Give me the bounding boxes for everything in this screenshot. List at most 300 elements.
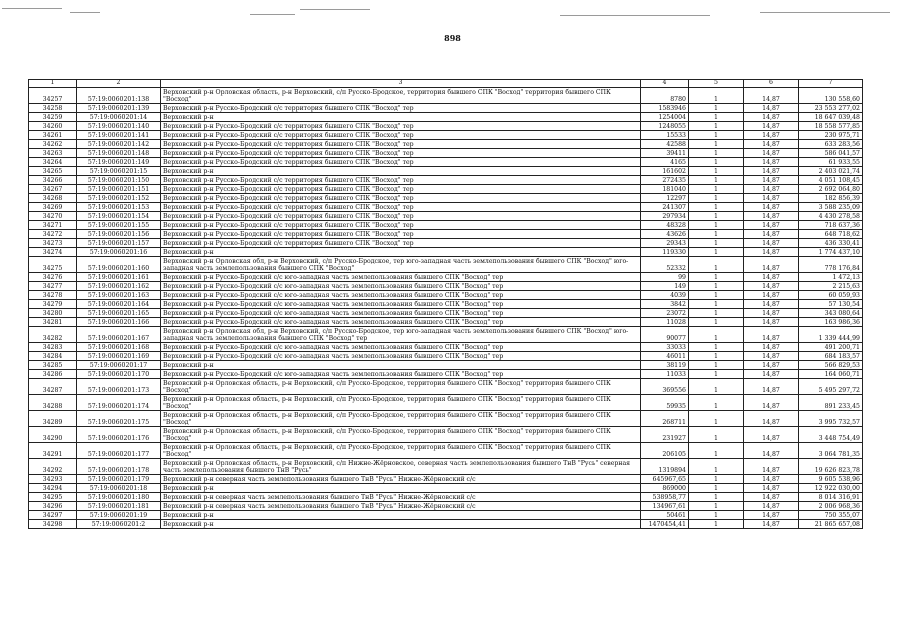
rate-cell: 14,87 — [744, 309, 799, 318]
count-cell: 1 — [689, 352, 744, 361]
location-description-cell: Верховский р-н Русско-Бродский с/с территория бывшего СПК "Восход" тер — [161, 203, 641, 212]
location-description-cell: Верховский р-н северная часть землепользования бывшего ТнВ "Русь" Нижне-Жёрновский с/с — [161, 475, 641, 484]
area-cell: 869000 — [641, 484, 689, 493]
count-cell: 1 — [689, 520, 744, 529]
rate-cell: 14,87 — [744, 122, 799, 131]
rate-cell: 14,87 — [744, 158, 799, 167]
cadastral-value-cell: 648 718,62 — [799, 230, 863, 239]
row-number-cell: 34286 — [29, 370, 77, 379]
location-description-cell: Верховский р-н Русско-Бродский с/с юго-западная часть землепользования бывшего СПК "Восход" тер — [161, 300, 641, 309]
cadastral-value-cell: 3 588 235,09 — [799, 203, 863, 212]
area-cell: 39411 — [641, 149, 689, 158]
cadastral-number-cell: 57:19:0060201:149 — [77, 158, 161, 167]
row-number-cell: 34268 — [29, 194, 77, 203]
count-cell: 1 — [689, 395, 744, 411]
cadastral-number-cell: 57:19:0060201:141 — [77, 131, 161, 140]
cadastral-number-cell: 57:19:0060201:178 — [77, 459, 161, 475]
table-row — [29, 443, 863, 459]
count-cell: 1 — [689, 203, 744, 212]
cadastral-value-cell: 1 472,13 — [799, 273, 863, 282]
row-number-cell: 34289 — [29, 411, 77, 427]
count-cell: 1 — [689, 427, 744, 443]
cadastral-value-cell: 21 865 657,08 — [799, 520, 863, 529]
row-number-cell: 34271 — [29, 221, 77, 230]
table-row — [29, 318, 863, 327]
table-row — [29, 248, 863, 257]
row-number-cell: 34258 — [29, 104, 77, 113]
location-description-cell: Верховский р-н Русско-Бродский с/с юго-западная часть землепользования бывшего СПК "Восход" тер — [161, 370, 641, 379]
table-row — [29, 185, 863, 194]
cadastral-number-cell: 57:19:0060201:160 — [77, 257, 161, 273]
row-number-cell: 34273 — [29, 239, 77, 248]
cadastral-value-cell: 19 626 823,78 — [799, 459, 863, 475]
rate-cell: 14,87 — [744, 493, 799, 502]
cadastral-number-cell: 57:19:0060201:151 — [77, 185, 161, 194]
cadastral-value-cell: 61 933,55 — [799, 158, 863, 167]
area-cell: 4039 — [641, 291, 689, 300]
rate-cell: 14,87 — [744, 459, 799, 475]
cadastral-value-cell: 718 637,36 — [799, 221, 863, 230]
count-cell: 1 — [689, 484, 744, 493]
rate-cell: 14,87 — [744, 502, 799, 511]
location-description-cell: Верховский р-н Орловская обл, р-н Верховский, с/п Русско-Бродское, тер юго-западная часть землепользования бывшего СПК "Восход" юго-западная часть землепользования бывшего СПК "Восход" — [161, 257, 641, 273]
rate-cell: 14,87 — [744, 318, 799, 327]
table-row — [29, 493, 863, 502]
count-cell: 1 — [689, 502, 744, 511]
location-description-cell: Верховский р-н Русско-Бродский с/с территория бывшего СПК "Восход" тер — [161, 140, 641, 149]
cadastral-value-cell: 182 856,39 — [799, 194, 863, 203]
rate-cell: 14,87 — [744, 343, 799, 352]
count-cell: 1 — [689, 300, 744, 309]
cadastral-number-cell: 57:19:0060201:170 — [77, 370, 161, 379]
rate-cell: 14,87 — [744, 149, 799, 158]
location-description-cell: Верховский р-н Русско-Бродский с/с территория бывшего СПК "Восход" тер — [161, 122, 641, 131]
area-cell: 52332 — [641, 257, 689, 273]
area-cell: 11033 — [641, 370, 689, 379]
location-description-cell: Верховский р-н Русско-Бродский с/с территория бывшего СПК "Восход" тер — [161, 104, 641, 113]
row-number-cell: 34291 — [29, 443, 77, 459]
rate-cell: 14,87 — [744, 88, 799, 104]
cadastral-value-cell: 230 975,71 — [799, 131, 863, 140]
rate-cell: 14,87 — [744, 104, 799, 113]
cadastral-number-cell: 57:19:0060201:181 — [77, 502, 161, 511]
area-cell: 272435 — [641, 176, 689, 185]
row-number-cell: 34264 — [29, 158, 77, 167]
table-row — [29, 158, 863, 167]
row-number-cell: 34293 — [29, 475, 77, 484]
area-cell: 149 — [641, 282, 689, 291]
row-number-cell: 34259 — [29, 113, 77, 122]
cadastral-value-cell: 2 215,63 — [799, 282, 863, 291]
location-description-cell: Верховский р-н Русско-Бродский с/с юго-западная часть землепользования бывшего СПК "Восход" тер — [161, 352, 641, 361]
rate-cell: 14,87 — [744, 185, 799, 194]
column-header: 6 — [744, 80, 799, 88]
table-body — [29, 88, 863, 529]
cadastral-value-cell: 60 059,93 — [799, 291, 863, 300]
row-number-cell: 34276 — [29, 273, 77, 282]
area-cell: 23072 — [641, 309, 689, 318]
row-number-cell: 34285 — [29, 361, 77, 370]
cadastral-number-cell: 57:19:0060201:167 — [77, 327, 161, 343]
cadastral-number-cell: 57:19:0060201:169 — [77, 352, 161, 361]
table-row — [29, 167, 863, 176]
table-row — [29, 230, 863, 239]
cadastral-number-cell: 57:19:0060201:174 — [77, 395, 161, 411]
cadastral-number-cell: 57:19:0060201:139 — [77, 104, 161, 113]
page-number: 898 — [444, 33, 461, 43]
cadastral-number-cell: 57:19:0060201:156 — [77, 230, 161, 239]
cadastral-value-cell: 164 060,71 — [799, 370, 863, 379]
row-number-cell: 34283 — [29, 343, 77, 352]
cadastral-value-cell: 2 006 968,36 — [799, 502, 863, 511]
cadastral-number-cell: 57:19:0060201:176 — [77, 427, 161, 443]
location-description-cell: Верховский р-н Орловская область, р-н Верховский, с/п Русско-Бродское, территория бывшего СПК "Восход" территория бывшего СПК "Восход" — [161, 395, 641, 411]
rate-cell: 14,87 — [744, 194, 799, 203]
cadastral-value-cell: 436 330,41 — [799, 239, 863, 248]
count-cell: 1 — [689, 318, 744, 327]
cadastral-value-cell: 9 605 538,96 — [799, 475, 863, 484]
row-number-cell: 34294 — [29, 484, 77, 493]
row-number-cell: 34275 — [29, 257, 77, 273]
row-number-cell: 34281 — [29, 318, 77, 327]
table-row — [29, 361, 863, 370]
cadastral-number-cell: 57:19:0060201:152 — [77, 194, 161, 203]
location-description-cell: Верховский р-н Русско-Бродский с/с территория бывшего СПК "Восход" тер — [161, 194, 641, 203]
cadastral-number-cell: 57:19:0060201:164 — [77, 300, 161, 309]
column-header: 3 — [161, 80, 641, 88]
row-number-cell: 34279 — [29, 300, 77, 309]
rate-cell: 14,87 — [744, 131, 799, 140]
location-description-cell: Верховский р-н Орловская область, р-н Верховский, с/п Русско-Бродское, территория бывшего СПК "Восход" территория бывшего СПК "Восход" — [161, 427, 641, 443]
cadastral-number-cell: 57:19:0060201:166 — [77, 318, 161, 327]
cadastral-number-cell: 57:19:0060201:175 — [77, 411, 161, 427]
count-cell: 1 — [689, 459, 744, 475]
location-description-cell: Верховский р-н Орловская область, р-н Верховский, с/п Русско-Бродское, территория бывшего СПК "Восход" территория бывшего СПК "Восход" — [161, 411, 641, 427]
count-cell: 1 — [689, 158, 744, 167]
count-cell: 1 — [689, 475, 744, 484]
rate-cell: 14,87 — [744, 257, 799, 273]
count-cell: 1 — [689, 309, 744, 318]
rate-cell: 14,87 — [744, 113, 799, 122]
rate-cell: 14,87 — [744, 443, 799, 459]
cadastral-number-cell: 57:19:0060201:154 — [77, 212, 161, 221]
row-number-cell: 34295 — [29, 493, 77, 502]
table-row — [29, 300, 863, 309]
table-row — [29, 131, 863, 140]
area-cell: 241307 — [641, 203, 689, 212]
table-row — [29, 122, 863, 131]
cadastral-number-cell: 57:19:0060201:19 — [77, 511, 161, 520]
location-description-cell: Верховский р-н Русско-Бродский с/с юго-западная часть землепользования бывшего СПК "Восход" тер — [161, 273, 641, 282]
location-description-cell: Верховский р-н — [161, 113, 641, 122]
area-cell: 59935 — [641, 395, 689, 411]
table-row — [29, 203, 863, 212]
count-cell: 1 — [689, 273, 744, 282]
count-cell: 1 — [689, 379, 744, 395]
area-cell: 1254004 — [641, 113, 689, 122]
table-row — [29, 113, 863, 122]
cadastral-value-cell: 1 339 444,99 — [799, 327, 863, 343]
location-description-cell: Верховский р-н — [161, 520, 641, 529]
count-cell: 1 — [689, 176, 744, 185]
location-description-cell: Верховский р-н — [161, 484, 641, 493]
location-description-cell: Верховский р-н — [161, 167, 641, 176]
cadastral-value-cell: 57 130,54 — [799, 300, 863, 309]
cadastral-number-cell: 57:19:0060201:142 — [77, 140, 161, 149]
count-cell: 1 — [689, 370, 744, 379]
count-cell: 1 — [689, 212, 744, 221]
rate-cell: 14,87 — [744, 282, 799, 291]
cadastral-number-cell: 57:19:0060201:157 — [77, 239, 161, 248]
area-cell: 43626 — [641, 230, 689, 239]
count-cell: 1 — [689, 411, 744, 427]
area-cell: 50461 — [641, 511, 689, 520]
table-row — [29, 273, 863, 282]
table-row — [29, 309, 863, 318]
area-cell: 1319894 — [641, 459, 689, 475]
location-description-cell: Верховский р-н — [161, 248, 641, 257]
area-cell: 161602 — [641, 167, 689, 176]
cadastral-number-cell: 57:19:0060201:168 — [77, 343, 161, 352]
rate-cell: 14,87 — [744, 475, 799, 484]
rate-cell: 14,87 — [744, 230, 799, 239]
cadastral-value-cell: 891 233,45 — [799, 395, 863, 411]
table-row — [29, 511, 863, 520]
column-header: 4 — [641, 80, 689, 88]
row-number-cell: 34257 — [29, 88, 77, 104]
area-cell: 99 — [641, 273, 689, 282]
cadastral-number-cell: 57:19:0060201:177 — [77, 443, 161, 459]
cadastral-number-cell: 57:19:0060201:155 — [77, 221, 161, 230]
rate-cell: 14,87 — [744, 370, 799, 379]
count-cell: 1 — [689, 104, 744, 113]
table-row — [29, 212, 863, 221]
cadastral-value-cell: 23 553 277,02 — [799, 104, 863, 113]
row-number-cell: 34262 — [29, 140, 77, 149]
rate-cell: 14,87 — [744, 379, 799, 395]
row-number-cell: 34269 — [29, 203, 77, 212]
area-cell: 46011 — [641, 352, 689, 361]
column-header: 1 — [29, 80, 77, 88]
rate-cell: 14,87 — [744, 221, 799, 230]
count-cell: 1 — [689, 230, 744, 239]
cadastral-value-cell: 750 355,07 — [799, 511, 863, 520]
cadastral-value-cell: 12 922 030,00 — [799, 484, 863, 493]
area-cell: 48328 — [641, 221, 689, 230]
column-header: 5 — [689, 80, 744, 88]
row-number-cell: 34288 — [29, 395, 77, 411]
count-cell: 1 — [689, 361, 744, 370]
table-row — [29, 149, 863, 158]
row-number-cell: 34263 — [29, 149, 77, 158]
table-row — [29, 282, 863, 291]
scan-noise — [0, 0, 905, 22]
location-description-cell: Верховский р-н Русско-Бродский с/с территория бывшего СПК "Восход" тер — [161, 239, 641, 248]
table-row — [29, 194, 863, 203]
cadastral-number-cell: 57:19:0060201:165 — [77, 309, 161, 318]
table-row — [29, 395, 863, 411]
row-number-cell: 34297 — [29, 511, 77, 520]
row-number-cell: 34290 — [29, 427, 77, 443]
row-number-cell: 34265 — [29, 167, 77, 176]
table-row — [29, 327, 863, 343]
location-description-cell: Верховский р-н Русско-Бродский с/с территория бывшего СПК "Восход" тер — [161, 230, 641, 239]
row-number-cell: 34287 — [29, 379, 77, 395]
rate-cell: 14,87 — [744, 212, 799, 221]
cadastral-value-cell: 586 041,57 — [799, 149, 863, 158]
land-register-table — [28, 79, 863, 529]
count-cell: 1 — [689, 122, 744, 131]
area-cell: 33033 — [641, 343, 689, 352]
table-row — [29, 520, 863, 529]
row-number-cell: 34277 — [29, 282, 77, 291]
count-cell: 1 — [689, 327, 744, 343]
area-cell: 181040 — [641, 185, 689, 194]
area-cell: 38119 — [641, 361, 689, 370]
area-cell: 90077 — [641, 327, 689, 343]
cadastral-value-cell: 1 774 437,10 — [799, 248, 863, 257]
location-description-cell: Верховский р-н — [161, 361, 641, 370]
cadastral-number-cell: 57:19:0060201:153 — [77, 203, 161, 212]
count-cell: 1 — [689, 282, 744, 291]
table-row — [29, 88, 863, 104]
cadastral-value-cell: 4 051 108,45 — [799, 176, 863, 185]
location-description-cell: Верховский р-н — [161, 511, 641, 520]
table-row — [29, 379, 863, 395]
table-row — [29, 239, 863, 248]
area-cell: 1248055 — [641, 122, 689, 131]
rate-cell: 14,87 — [744, 520, 799, 529]
location-description-cell: Верховский р-н Орловская область, р-н Верховский, с/п Русско-Бродское, территория бывшего СПК "Восход" территория бывшего СПК "Восход" — [161, 88, 641, 104]
rate-cell: 14,87 — [744, 352, 799, 361]
area-cell: 8780 — [641, 88, 689, 104]
count-cell: 1 — [689, 493, 744, 502]
count-cell: 1 — [689, 88, 744, 104]
cadastral-value-cell: 163 986,36 — [799, 318, 863, 327]
count-cell: 1 — [689, 194, 744, 203]
cadastral-value-cell: 2 403 021,74 — [799, 167, 863, 176]
cadastral-number-cell: 57:19:0060201:2 — [77, 520, 161, 529]
cadastral-value-cell: 5 495 297,72 — [799, 379, 863, 395]
count-cell: 1 — [689, 149, 744, 158]
row-number-cell: 34267 — [29, 185, 77, 194]
location-description-cell: Верховский р-н Русско-Бродский с/с юго-западная часть землепользования бывшего СПК "Восход" тер — [161, 291, 641, 300]
row-number-cell: 34278 — [29, 291, 77, 300]
cadastral-value-cell: 18 558 577,85 — [799, 122, 863, 131]
area-cell: 1583946 — [641, 104, 689, 113]
cadastral-value-cell: 633 283,56 — [799, 140, 863, 149]
cadastral-number-cell: 57:19:0060201:173 — [77, 379, 161, 395]
count-cell: 1 — [689, 167, 744, 176]
cadastral-number-cell: 57:19:0060201:138 — [77, 88, 161, 104]
cadastral-value-cell: 684 183,57 — [799, 352, 863, 361]
rate-cell: 14,87 — [744, 395, 799, 411]
area-cell: 15533 — [641, 131, 689, 140]
rate-cell: 14,87 — [744, 291, 799, 300]
count-cell: 1 — [689, 113, 744, 122]
rate-cell: 14,87 — [744, 239, 799, 248]
location-description-cell: Верховский р-н Русско-Бродский с/с территория бывшего СПК "Восход" тер — [161, 185, 641, 194]
location-description-cell: Верховский р-н Орловская область, р-н Верховский, с/п Русско-Бродское, территория бывшего СПК "Восход" территория бывшего СПК "Восход" — [161, 379, 641, 395]
cadastral-number-cell: 57:19:0060201:163 — [77, 291, 161, 300]
cadastral-value-cell: 4 430 278,58 — [799, 212, 863, 221]
rate-cell: 14,87 — [744, 361, 799, 370]
row-number-cell: 34261 — [29, 131, 77, 140]
area-cell: 231927 — [641, 427, 689, 443]
area-cell: 42588 — [641, 140, 689, 149]
rate-cell: 14,87 — [744, 140, 799, 149]
area-cell: 3842 — [641, 300, 689, 309]
row-number-cell: 34266 — [29, 176, 77, 185]
count-cell: 1 — [689, 239, 744, 248]
cadastral-number-cell: 57:19:0060201:161 — [77, 273, 161, 282]
rate-cell: 14,87 — [744, 167, 799, 176]
table-row — [29, 475, 863, 484]
location-description-cell: Верховский р-н Русско-Бродский с/с юго-западная часть землепользования бывшего СПК "Восход" тер — [161, 343, 641, 352]
rate-cell: 14,87 — [744, 300, 799, 309]
location-description-cell: Верховский р-н Русско-Бродский с/с территория бывшего СПК "Восход" тер — [161, 149, 641, 158]
row-number-cell: 34274 — [29, 248, 77, 257]
table-header-row — [29, 80, 863, 88]
table-row — [29, 459, 863, 475]
table-row — [29, 176, 863, 185]
location-description-cell: Верховский р-н Русско-Бродский с/с территория бывшего СПК "Восход" тер — [161, 212, 641, 221]
cadastral-number-cell: 57:19:0060201:180 — [77, 493, 161, 502]
area-cell: 134967,61 — [641, 502, 689, 511]
table-row — [29, 502, 863, 511]
area-cell: 12297 — [641, 194, 689, 203]
cadastral-number-cell: 57:19:0060201:162 — [77, 282, 161, 291]
rate-cell: 14,87 — [744, 484, 799, 493]
count-cell: 1 — [689, 131, 744, 140]
rate-cell: 14,87 — [744, 327, 799, 343]
table-row — [29, 221, 863, 230]
rate-cell: 14,87 — [744, 511, 799, 520]
cadastral-value-cell: 778 176,84 — [799, 257, 863, 273]
location-description-cell: Верховский р-н северная часть землепользования бывшего ТнВ "Русь" Нижне-Жёрновский с/с — [161, 493, 641, 502]
table-row — [29, 352, 863, 361]
area-cell: 4165 — [641, 158, 689, 167]
cadastral-number-cell: 57:19:0060201:179 — [77, 475, 161, 484]
cadastral-value-cell: 3 064 781,35 — [799, 443, 863, 459]
row-number-cell: 34280 — [29, 309, 77, 318]
table-row — [29, 257, 863, 273]
row-number-cell: 34298 — [29, 520, 77, 529]
rate-cell: 14,87 — [744, 273, 799, 282]
table-row — [29, 343, 863, 352]
location-description-cell: Верховский р-н Русско-Бродский с/с юго-западная часть землепользования бывшего СПК "Восход" тер — [161, 309, 641, 318]
cadastral-value-cell: 343 080,64 — [799, 309, 863, 318]
cadastral-number-cell: 57:19:0060201:148 — [77, 149, 161, 158]
count-cell: 1 — [689, 221, 744, 230]
area-cell: 538958,77 — [641, 493, 689, 502]
count-cell: 1 — [689, 185, 744, 194]
row-number-cell: 34282 — [29, 327, 77, 343]
cadastral-number-cell: 57:19:0060201:18 — [77, 484, 161, 493]
count-cell: 1 — [689, 257, 744, 273]
cadastral-value-cell: 566 829,53 — [799, 361, 863, 370]
cadastral-value-cell: 491 200,71 — [799, 343, 863, 352]
location-description-cell: Верховский р-н северная часть землепользования бывшего ТнВ "Русь" Нижне-Жёрновский с/с — [161, 502, 641, 511]
cadastral-value-cell: 2 692 064,80 — [799, 185, 863, 194]
location-description-cell: Верховский р-н Орловская область, р-н Верховский, с/п Русско-Бродское, территория бывшего СПК "Восход" территория бывшего СПК "Восход" — [161, 443, 641, 459]
rate-cell: 14,87 — [744, 176, 799, 185]
location-description-cell: Верховский р-н Орловская обл, р-н Верховский, с/п Русско-Бродское, тер юго-западная часть землепользования бывшего СПК "Восход" юго-западная часть землепользования бывшего СПК "Восход" тер — [161, 327, 641, 343]
column-header: 7 — [799, 80, 863, 88]
area-cell: 1470454,41 — [641, 520, 689, 529]
area-cell: 268711 — [641, 411, 689, 427]
cadastral-number-cell: 57:19:0060201:140 — [77, 122, 161, 131]
